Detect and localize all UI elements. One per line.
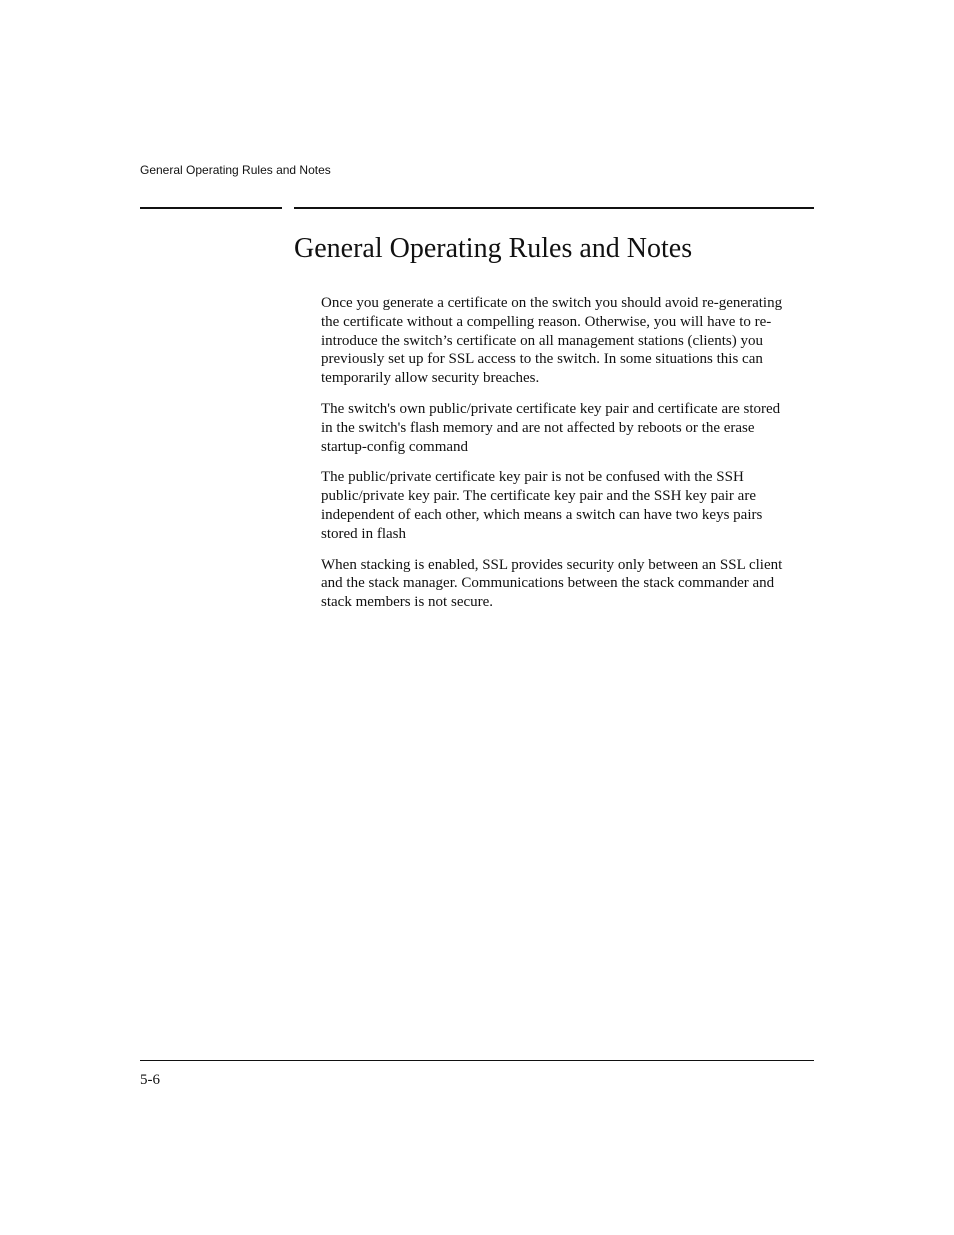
page-number: 5-6 (140, 1072, 160, 1088)
paragraph-certificate-regeneration: Once you generate a certificate on the switch you should avoid re-generating the certificate without a compelling reason. Otherwise, you will have to re-introduce the switch’s certificate on all management stations (clients) you previously set up for SSL access to the switch. In some situations this can temporarily allow security breaches. (321, 295, 783, 387)
header-rule-right (294, 207, 814, 209)
running-header: General Operating Rules and Notes (140, 163, 331, 177)
section-title: General Operating Rules and Notes (294, 233, 693, 264)
paragraph-key-storage: The switch's own public/private certificate key pair and certificate are stored in the switch's flash memory and are not affected by reboots or the erase startup-config command (321, 400, 781, 455)
paragraph-stacking: When stacking is enabled, SSL provides security only between an SSL client and the stack manager. Communications between the stack commander and stack members is not secure. (321, 556, 783, 611)
header-rule-left (140, 207, 282, 209)
paragraph-ssh-key-pair: The public/private certificate key pair is not be confused with the SSH public/private key pair. The certificate key pair and the SSH key pair are independent of each other, which means a switch can have two keys pairs stored in flash (321, 469, 763, 542)
footer-rule (140, 1060, 814, 1061)
section-body (321, 294, 791, 624)
